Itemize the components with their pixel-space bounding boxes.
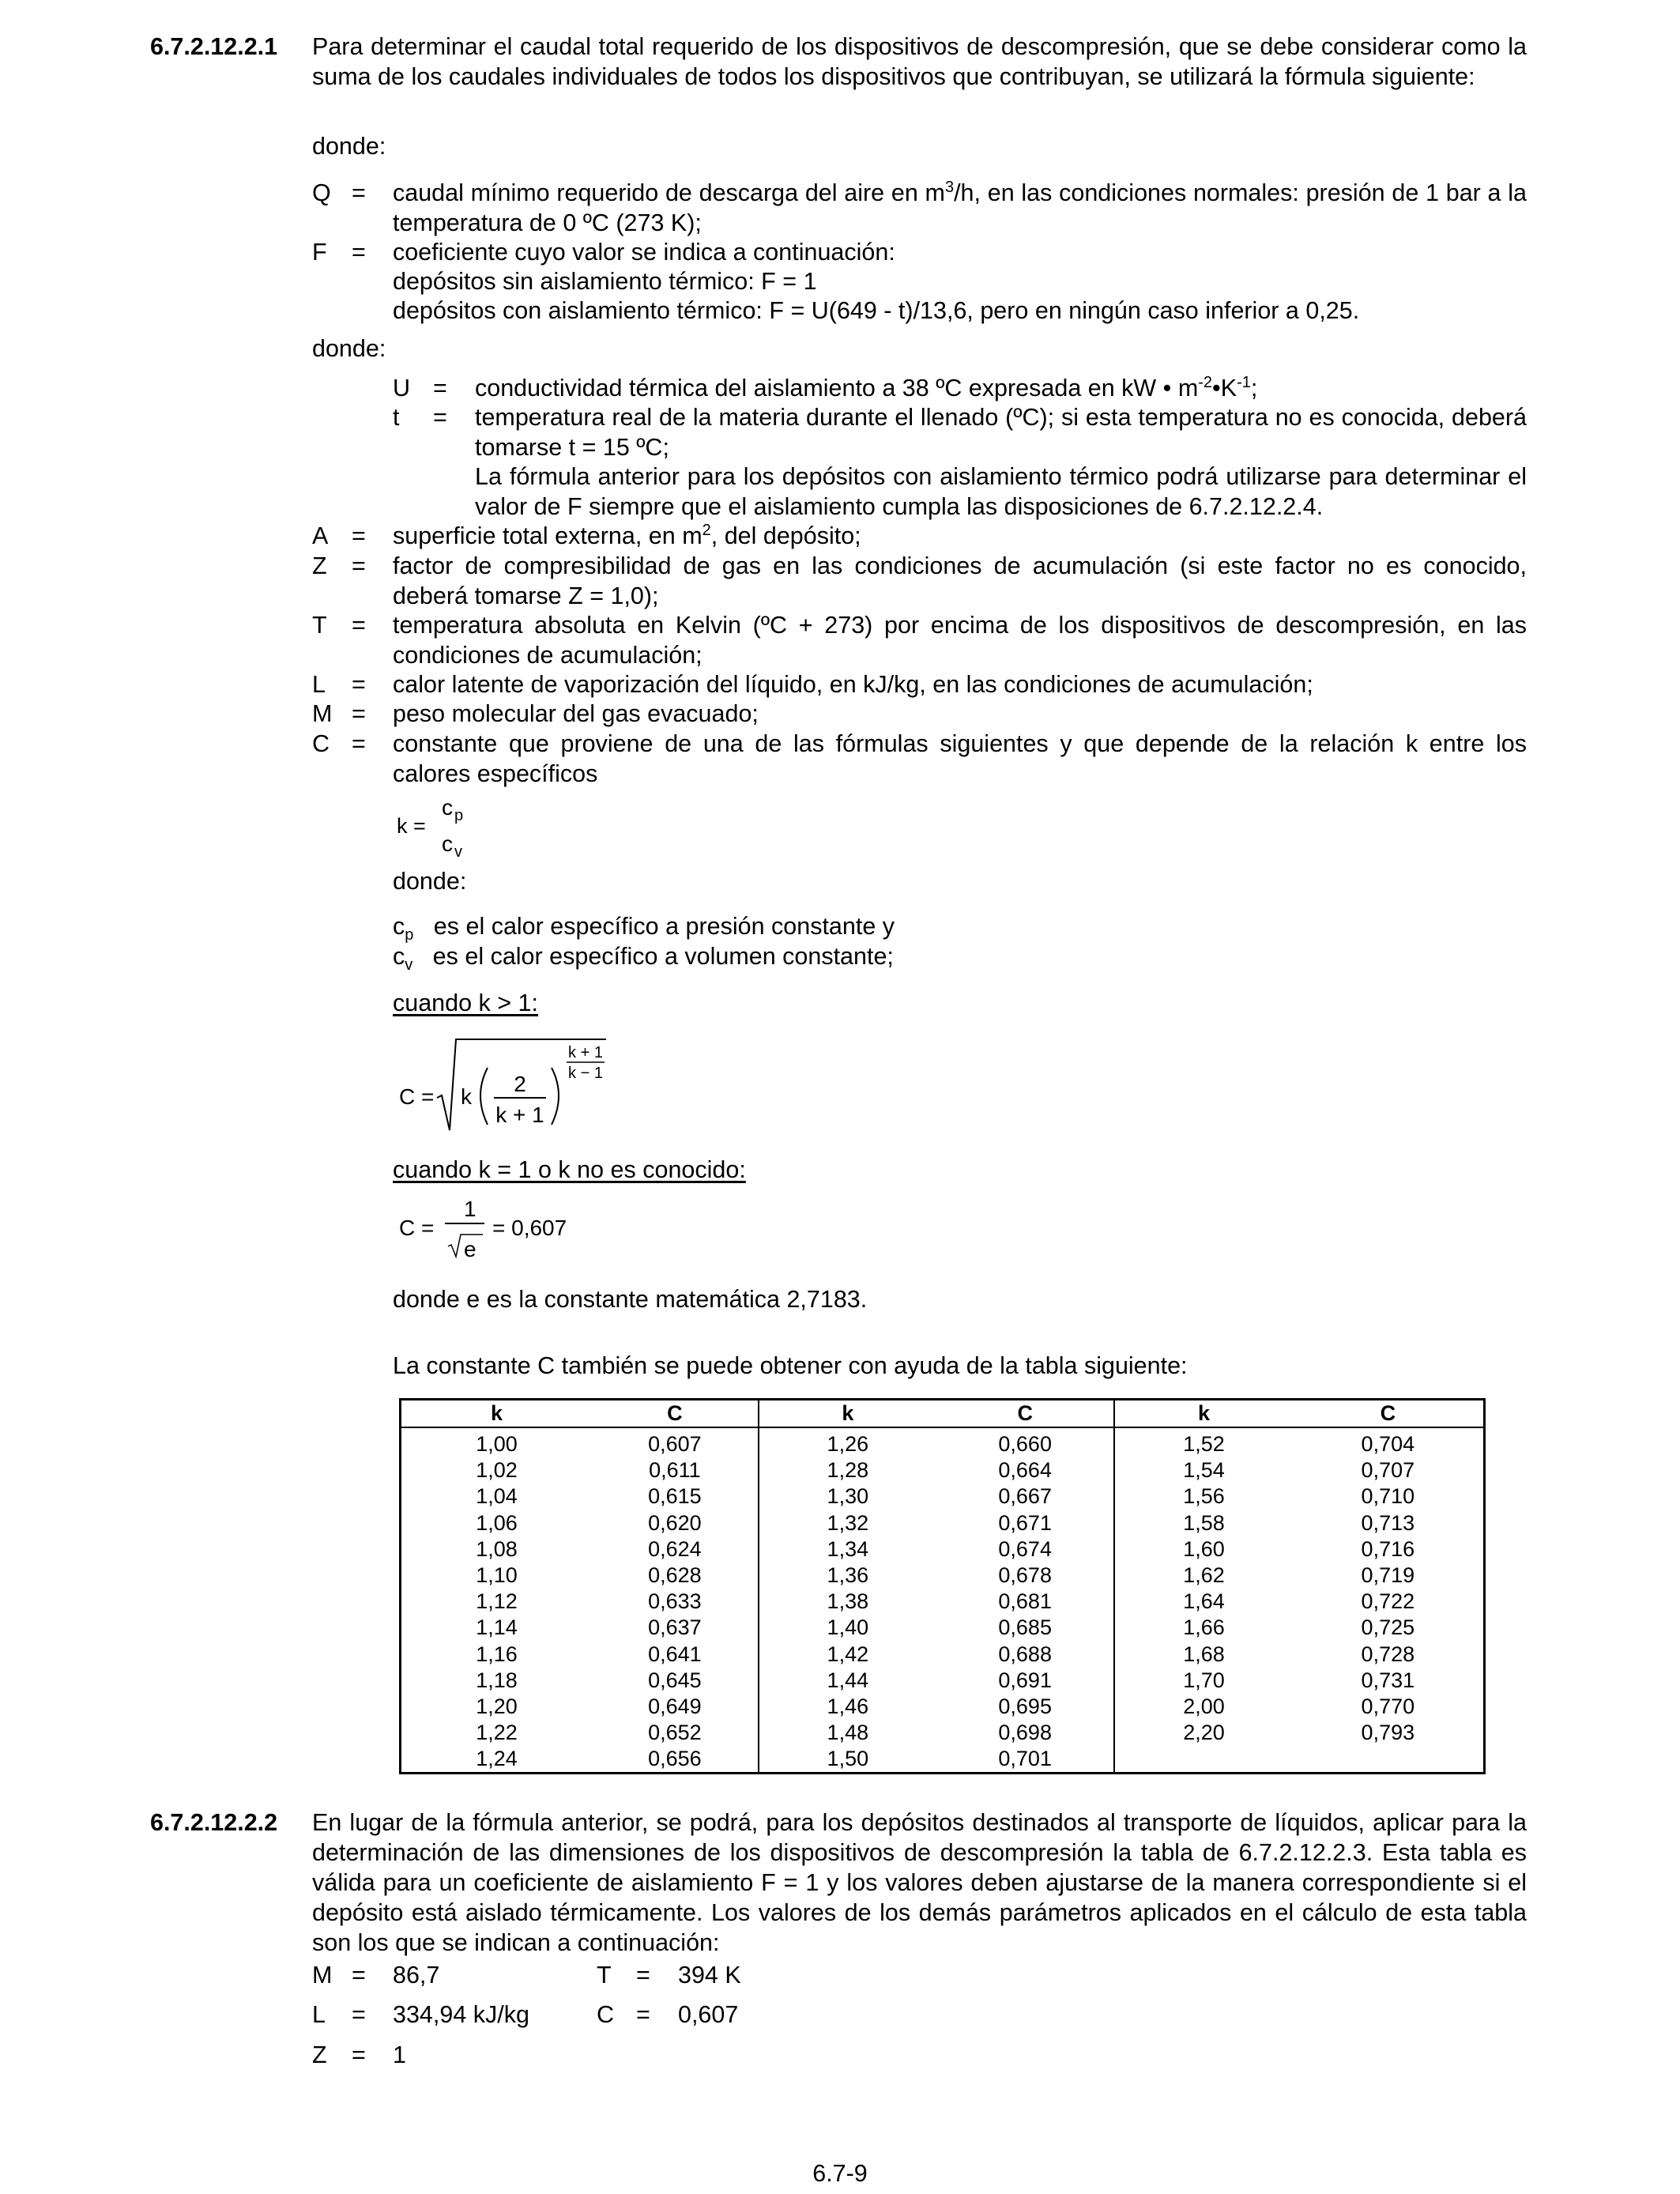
e-constant-note: donde e es la constante matemática 2,7183. bbox=[393, 1286, 868, 1313]
section-intro: Para determinar el caudal total requerido de los dispositivos de descompresión, que se debe considerar como la suma de los caudales individuales de todos los dispositivos que contribuyan, se utilizará la fórmula siguiente: bbox=[312, 33, 1527, 90]
cell-c: 0,645 bbox=[648, 1668, 702, 1692]
cell-k: 1,66 bbox=[1114, 1615, 1292, 1641]
cell-k: 1,02 bbox=[476, 1458, 518, 1483]
definition-f: coeficiente cuyo valor se indica a continuación: bbox=[393, 239, 895, 266]
cell-k: 1,48 bbox=[759, 1720, 936, 1746]
symbol-t-absolute: T bbox=[312, 612, 327, 639]
cell-k: 1,34 bbox=[759, 1536, 936, 1563]
param-symbol: L bbox=[312, 2001, 326, 2028]
cell-k: 1,18 bbox=[476, 1668, 518, 1692]
equals: = bbox=[352, 730, 366, 757]
cell-k: 1,22 bbox=[476, 1721, 518, 1745]
cell-k: 1,36 bbox=[759, 1563, 936, 1589]
definition-t-note: La fórmula anterior para los depósitos con aislamiento térmico podrá utilizarse para determinar el valor de F siempre que el aislamiento cumpla las disposiciones de 6.7.2.12.2.4. bbox=[475, 463, 1527, 520]
equals: = bbox=[352, 239, 366, 266]
cell-k: 1,28 bbox=[759, 1457, 936, 1483]
param-value: 394 K bbox=[678, 1962, 741, 1989]
formula-c-k: k bbox=[461, 1084, 472, 1109]
cell-k: 1,58 bbox=[1114, 1510, 1292, 1536]
cell-k: 1,70 bbox=[1114, 1668, 1292, 1694]
param-symbol: Z bbox=[312, 2041, 327, 2068]
case-k-equals-1: cuando k = 1 o k no es conocido: bbox=[393, 1156, 746, 1183]
formula-c-general bbox=[391, 1032, 628, 1143]
header-c: C bbox=[936, 1400, 1114, 1428]
equals: = bbox=[433, 404, 447, 431]
donde-label: donde: bbox=[393, 868, 467, 895]
param-symbol: C bbox=[597, 2001, 615, 2028]
table-header-row bbox=[401, 1400, 1485, 1428]
formula-c-exponent-numerator: k + 1 bbox=[568, 1044, 603, 1061]
k-ratio-lhs: k = bbox=[397, 814, 426, 838]
formula-c-exponent-denominator: k − 1 bbox=[568, 1065, 603, 1082]
equals: = bbox=[352, 612, 366, 639]
cell-c: 0,615 bbox=[648, 1484, 702, 1509]
cell-c: 0,624 bbox=[648, 1536, 702, 1561]
k-ratio-numerator-sub: p bbox=[454, 807, 464, 824]
cell-c: 0,701 bbox=[998, 1747, 1052, 1771]
equals: = bbox=[352, 2041, 366, 2068]
cell-k: 1,62 bbox=[1114, 1563, 1292, 1589]
table-intro: La constante C también se puede obtener con ayuda de la tabla siguiente: bbox=[393, 1352, 1188, 1379]
cell-c: 0,656 bbox=[648, 1747, 702, 1771]
symbol-m: M bbox=[312, 700, 333, 727]
param-value: 334,94 kJ/kg bbox=[393, 2001, 529, 2028]
k-ratio-denominator-sub: v bbox=[454, 843, 462, 861]
cell-c: 0,685 bbox=[998, 1615, 1052, 1640]
definition-f-case-1: depósitos sin aislamiento térmico: F = 1 bbox=[393, 268, 817, 295]
formula-c-lhs: C = bbox=[399, 1084, 435, 1109]
cell-k: 2,20 bbox=[1114, 1720, 1292, 1746]
table-row bbox=[401, 1668, 1485, 1694]
cell-k: 1,16 bbox=[476, 1642, 518, 1666]
definition-t-absolute: temperatura absoluta en Kelvin (ºC + 273) por encima de los dispositivos de descompresión, en las condiciones de acumulación; bbox=[393, 612, 1527, 669]
formula-c-special bbox=[391, 1193, 612, 1265]
cell-k: 1,50 bbox=[759, 1746, 936, 1774]
donde-label: donde: bbox=[312, 335, 386, 362]
cell-k: 1,60 bbox=[1114, 1536, 1292, 1563]
formula-c2-lhs: C = bbox=[399, 1216, 435, 1240]
cell-k bbox=[1114, 1746, 1292, 1774]
equals: = bbox=[352, 522, 366, 549]
table-row bbox=[401, 1427, 1485, 1457]
cell-c: 0,716 bbox=[1361, 1536, 1415, 1561]
definition-q: caudal mínimo requerido de descarga del aire en $m^3/h$, en las condiciones normales: presión de 1 bar a la temperatura de 0 ºC (273 K); bbox=[393, 178, 1527, 236]
cell-c: 0,707 bbox=[1361, 1458, 1415, 1483]
cell-k: 1,32 bbox=[759, 1510, 936, 1536]
k-ratio-denominator: c bbox=[442, 831, 453, 856]
cell-c: 0,695 bbox=[998, 1694, 1052, 1718]
left-parenthesis bbox=[480, 1068, 488, 1125]
equals: = bbox=[352, 700, 366, 727]
cell-k: 1,24 bbox=[476, 1747, 518, 1771]
equals: = bbox=[352, 179, 366, 206]
section-number: 6.7.2.12.2.2 bbox=[150, 1809, 278, 1836]
header-k: k bbox=[759, 1400, 936, 1428]
symbol-l: L bbox=[312, 671, 326, 698]
equals: = bbox=[352, 552, 366, 579]
cell-c: 0,719 bbox=[1361, 1563, 1415, 1588]
definition-u: conductividad térmica del aislamiento a 38 ºC expresada en kW • $m^{-2}•K^{-1}$; bbox=[475, 373, 1258, 401]
definition-a: superficie total externa, en $m^2$, del depósito; bbox=[393, 521, 861, 549]
cell-c bbox=[1293, 1746, 1485, 1774]
cell-k: 1,12 bbox=[476, 1589, 518, 1614]
definition-cv: $c_v$ es el calor específico a volumen constante; bbox=[393, 943, 894, 974]
header-k: k bbox=[401, 1400, 593, 1428]
symbol-c: C bbox=[312, 730, 330, 757]
table-row bbox=[401, 1510, 1485, 1536]
definition-c: constante que proviene de una de las fórmulas siguientes y que depende de la relación k entre los calores específicos bbox=[393, 730, 1527, 787]
param-symbol: T bbox=[597, 1962, 612, 1989]
param-value: 86,7 bbox=[393, 1962, 440, 1989]
case-k-greater-than-1: cuando k > 1: bbox=[393, 990, 538, 1016]
cell-c: 0,628 bbox=[648, 1563, 702, 1588]
cell-c: 0,681 bbox=[998, 1589, 1052, 1614]
cell-k: 1,10 bbox=[476, 1563, 518, 1588]
param-symbol: M bbox=[312, 1962, 333, 1989]
definition-cp: $c_p$ es el calor específico a presión constante y bbox=[393, 913, 895, 944]
cell-c: 0,652 bbox=[648, 1721, 702, 1745]
table-row bbox=[401, 1694, 1485, 1720]
cell-k: 1,00 bbox=[476, 1432, 518, 1457]
symbol-u: U bbox=[393, 375, 411, 401]
cell-k: 1,38 bbox=[759, 1589, 936, 1615]
header-c: C bbox=[592, 1400, 759, 1428]
param-value: 0,607 bbox=[678, 2001, 739, 2028]
cell-c: 0,725 bbox=[1361, 1615, 1415, 1640]
cell-c: 0,671 bbox=[998, 1510, 1052, 1535]
formula-c2-result: = 0,607 bbox=[492, 1216, 567, 1240]
formula-c-fraction-denominator: k + 1 bbox=[495, 1103, 544, 1127]
cell-c: 0,633 bbox=[648, 1589, 702, 1614]
cell-c: 0,770 bbox=[1361, 1694, 1415, 1718]
cell-c: 0,620 bbox=[648, 1510, 702, 1535]
page-number: 6.7-9 bbox=[812, 2160, 868, 2187]
symbol-q: Q bbox=[312, 179, 331, 206]
cell-k: 1,06 bbox=[476, 1510, 518, 1535]
cell-c: 0,713 bbox=[1361, 1510, 1415, 1535]
table-row bbox=[401, 1615, 1485, 1641]
table-row bbox=[401, 1563, 1485, 1589]
header-k: k bbox=[1114, 1400, 1292, 1428]
cell-k: 1,14 bbox=[476, 1615, 518, 1640]
cell-c: 0,698 bbox=[998, 1721, 1052, 1745]
cell-k: 1,64 bbox=[1114, 1589, 1292, 1615]
cell-c: 0,667 bbox=[998, 1484, 1052, 1509]
definition-t: temperatura real de la materia durante el llenado (ºC); si esta temperatura no es conocida, deberá tomarse t = 15 ºC; bbox=[475, 404, 1527, 461]
table-row bbox=[401, 1589, 1485, 1615]
cell-k: 1,68 bbox=[1114, 1642, 1292, 1668]
table-row bbox=[401, 1536, 1485, 1563]
formula-c2-numerator: 1 bbox=[464, 1197, 477, 1221]
symbol-a: A bbox=[312, 522, 329, 549]
equals: = bbox=[636, 1962, 650, 1989]
cell-k: 1,26 bbox=[759, 1427, 936, 1457]
table-row bbox=[401, 1642, 1485, 1668]
cell-c: 0,688 bbox=[998, 1642, 1052, 1666]
cell-k: 1,54 bbox=[1114, 1457, 1292, 1483]
cell-c: 0,607 bbox=[648, 1432, 702, 1457]
cell-c: 0,637 bbox=[648, 1615, 702, 1640]
cell-c: 0,664 bbox=[998, 1458, 1052, 1483]
symbol-t: t bbox=[393, 404, 400, 431]
formula-c-fraction-numerator: 2 bbox=[514, 1072, 526, 1096]
section-2-text: En lugar de la fórmula anterior, se podrá, para los depósitos destinados al transporte de líquidos, aplicar para la determinación de las dimensiones de los dispositivos de descompresión la tabla de 6.7.2.12.2.3. Esta tabla es válida para un coeficiente de aislamiento F = 1 y los valores deben ajustarse de la manera correspondiente si el depósito está aislado térmicamente. Los valores de los demás parámetros aplicados en el cálculo de esta tabla son los que se indican a continuación: bbox=[312, 1809, 1527, 1956]
table-row bbox=[401, 1457, 1485, 1483]
cell-c: 0,641 bbox=[648, 1642, 702, 1666]
equals: = bbox=[352, 1962, 366, 1989]
cell-k: 1,56 bbox=[1114, 1483, 1292, 1510]
header-c: C bbox=[1293, 1400, 1485, 1428]
param-value: 1 bbox=[393, 2041, 406, 2068]
formula-c2-denominator: e bbox=[464, 1237, 477, 1261]
cell-k: 1,42 bbox=[759, 1642, 936, 1668]
definition-z: factor de compresibilidad de gas en las condiciones de acumulación (si este factor no es conocido, deberá tomarse Z = 1,0); bbox=[393, 552, 1527, 609]
cell-k: 1,44 bbox=[759, 1668, 936, 1694]
cell-k: 1,52 bbox=[1114, 1427, 1292, 1457]
symbol-z: Z bbox=[312, 552, 327, 579]
k-c-table bbox=[399, 1398, 1486, 1774]
table-body bbox=[401, 1427, 1485, 1774]
cell-k: 1,40 bbox=[759, 1615, 936, 1641]
cell-k: 1,04 bbox=[476, 1484, 518, 1509]
cell-c: 0,710 bbox=[1361, 1484, 1415, 1509]
cell-c: 0,704 bbox=[1361, 1432, 1415, 1457]
cell-c: 0,649 bbox=[648, 1694, 702, 1718]
equals: = bbox=[433, 375, 447, 401]
definition-l: calor latente de vaporización del líquido, en kJ/kg, en las condiciones de acumulación; bbox=[393, 671, 1313, 698]
equals: = bbox=[352, 671, 366, 698]
right-parenthesis bbox=[552, 1068, 559, 1125]
definition-m: peso molecular del gas evacuado; bbox=[393, 700, 759, 727]
cell-k: 1,30 bbox=[759, 1483, 936, 1510]
cell-k: 1,46 bbox=[759, 1694, 936, 1720]
cell-c: 0,728 bbox=[1361, 1642, 1415, 1666]
equals: = bbox=[352, 2001, 366, 2028]
cell-c: 0,691 bbox=[998, 1668, 1052, 1692]
section-number: 6.7.2.12.2.1 bbox=[150, 33, 278, 60]
cell-c: 0,722 bbox=[1361, 1589, 1415, 1614]
equals: = bbox=[636, 2001, 650, 2028]
cell-k: 1,20 bbox=[476, 1694, 518, 1718]
cell-k: 1,08 bbox=[476, 1536, 518, 1561]
cell-c: 0,611 bbox=[649, 1458, 701, 1483]
donde-label: donde: bbox=[312, 133, 386, 160]
cell-c: 0,793 bbox=[1361, 1721, 1415, 1745]
k-ratio-formula bbox=[391, 790, 486, 869]
cell-k: 2,00 bbox=[1114, 1694, 1292, 1720]
k-ratio-numerator: c bbox=[442, 795, 453, 820]
symbol-f: F bbox=[312, 239, 327, 266]
definition-f-case-2: depósitos con aislamiento térmico: F = U(649 - t)/13,6, pero en ningún caso inferior a 0,25. bbox=[393, 297, 1360, 324]
cell-c: 0,731 bbox=[1361, 1668, 1415, 1692]
table-row bbox=[401, 1746, 1485, 1774]
cell-c: 0,660 bbox=[998, 1432, 1052, 1457]
table-row bbox=[401, 1720, 1485, 1746]
cell-c: 0,678 bbox=[998, 1563, 1052, 1588]
table-row bbox=[401, 1483, 1485, 1510]
cell-c: 0,674 bbox=[998, 1536, 1052, 1561]
